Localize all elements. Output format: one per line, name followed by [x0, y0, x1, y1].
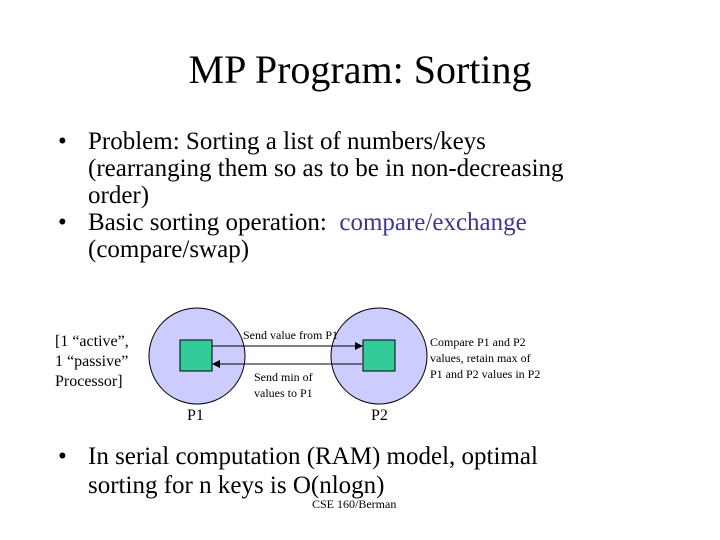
bullet-dot-icon: •	[58, 128, 67, 155]
bullet-serial-line2: sorting for n keys is O(nlogn)	[88, 472, 385, 499]
side-label-line3: Processor]	[55, 373, 123, 390]
bullet-problem-line2: (rearranging them so as to be in non-decreasing	[88, 155, 564, 182]
p1-square	[180, 340, 212, 371]
bullet-dot-icon: •	[58, 443, 67, 470]
bullet-serial-body	[55, 442, 705, 500]
send-min-label	[254, 369, 313, 401]
footer-course: CSE 160/Berman	[312, 497, 397, 511]
send-value-label: Send value from P1	[243, 328, 338, 342]
bullet-operation-accent: compare/exchange	[339, 209, 527, 236]
send-min-line2: values to P1	[254, 386, 313, 400]
p1-label: P1	[187, 407, 204, 424]
bullet-serial-line1: In serial computation (RAM) model, optimal	[88, 443, 538, 470]
side-label-line1: [1 “active”,	[55, 333, 129, 350]
bullet-operation-prefix: Basic sorting operation:	[88, 209, 340, 236]
send-min-line1: Send min of	[254, 370, 313, 384]
bullet-problem-line3: order)	[88, 182, 150, 209]
bullet-dot-icon: •	[58, 209, 67, 236]
bullet-problem-line1: Problem: Sorting a list of numbers/keys	[88, 128, 486, 155]
slide-title: MP Program: Sorting	[188, 47, 532, 92]
compare-note-line1: Compare P1 and P2	[430, 335, 526, 349]
compare-note	[430, 334, 540, 382]
compare-note-line3: P1 and P2 values in P2	[430, 367, 541, 381]
side-label-line2: 1 “passive”	[55, 353, 129, 370]
bullet-serial	[55, 442, 705, 500]
compare-note-line2: values, retain max of	[430, 351, 531, 365]
p2-label: P2	[371, 407, 388, 424]
bullet-operation-line2: (compare/swap)	[88, 236, 250, 263]
p2-square	[363, 340, 395, 371]
